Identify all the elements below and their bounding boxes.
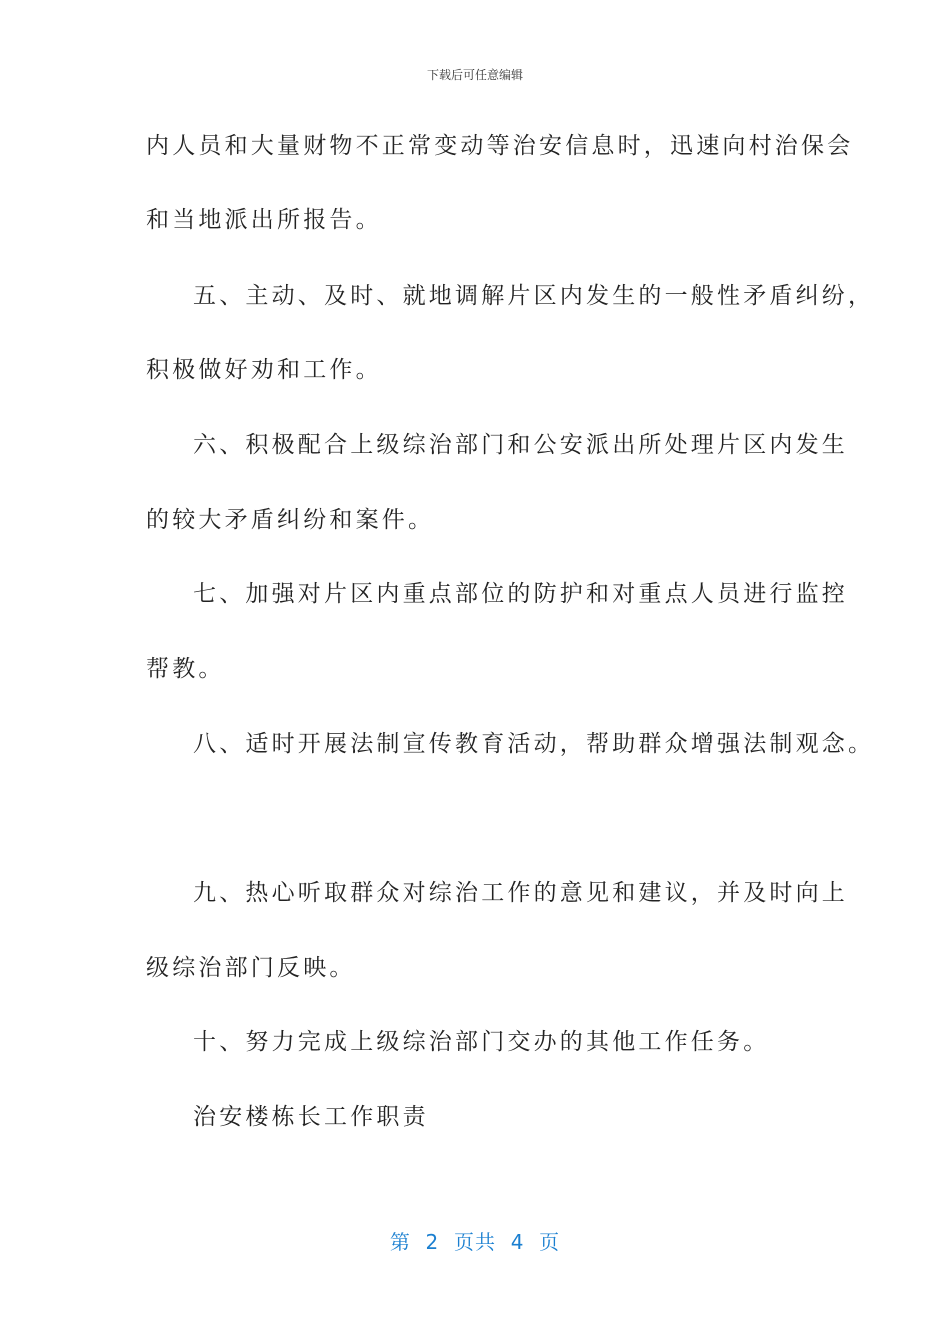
item-8-line-1: 八、适时开展法制宣传教育活动，帮助群众增强法制观念。 (193, 731, 875, 757)
item-6-line-1: 六、积极配合上级综治部门和公安派出所处理片区内发生 (193, 432, 848, 458)
item-10-line-1: 十、努力完成上级综治部门交办的其他工作任务。 (193, 1029, 770, 1055)
body-line-1: 内人员和大量财物不正常变动等治安信息时，迅速向村治保会 (146, 133, 854, 159)
item-9-line-2: 级综治部门反映。 (146, 955, 356, 981)
item-6-line-2: 的较大矛盾纠纷和案件。 (146, 507, 435, 533)
section-heading: 治安楼栋长工作职责 (193, 1104, 429, 1130)
item-5-line-2: 积极做好劝和工作。 (146, 357, 382, 383)
page-number: 第 2 页共 4 页 (389, 1230, 561, 1254)
item-7-line-2: 帮教。 (146, 656, 225, 682)
item-9-line-1: 九、热心听取群众对综治工作的意见和建议，并及时向上 (193, 880, 848, 906)
header-note: 下载后可任意编辑 (426, 68, 523, 82)
item-5-line-1: 五、主动、及时、就地调解片区内发生的一般性矛盾纠纷， (193, 283, 875, 309)
item-7-line-1: 七、加强对片区内重点部位的防护和对重点人员进行监控 (193, 581, 848, 607)
body-line-2: 和当地派出所报告。 (146, 207, 382, 233)
